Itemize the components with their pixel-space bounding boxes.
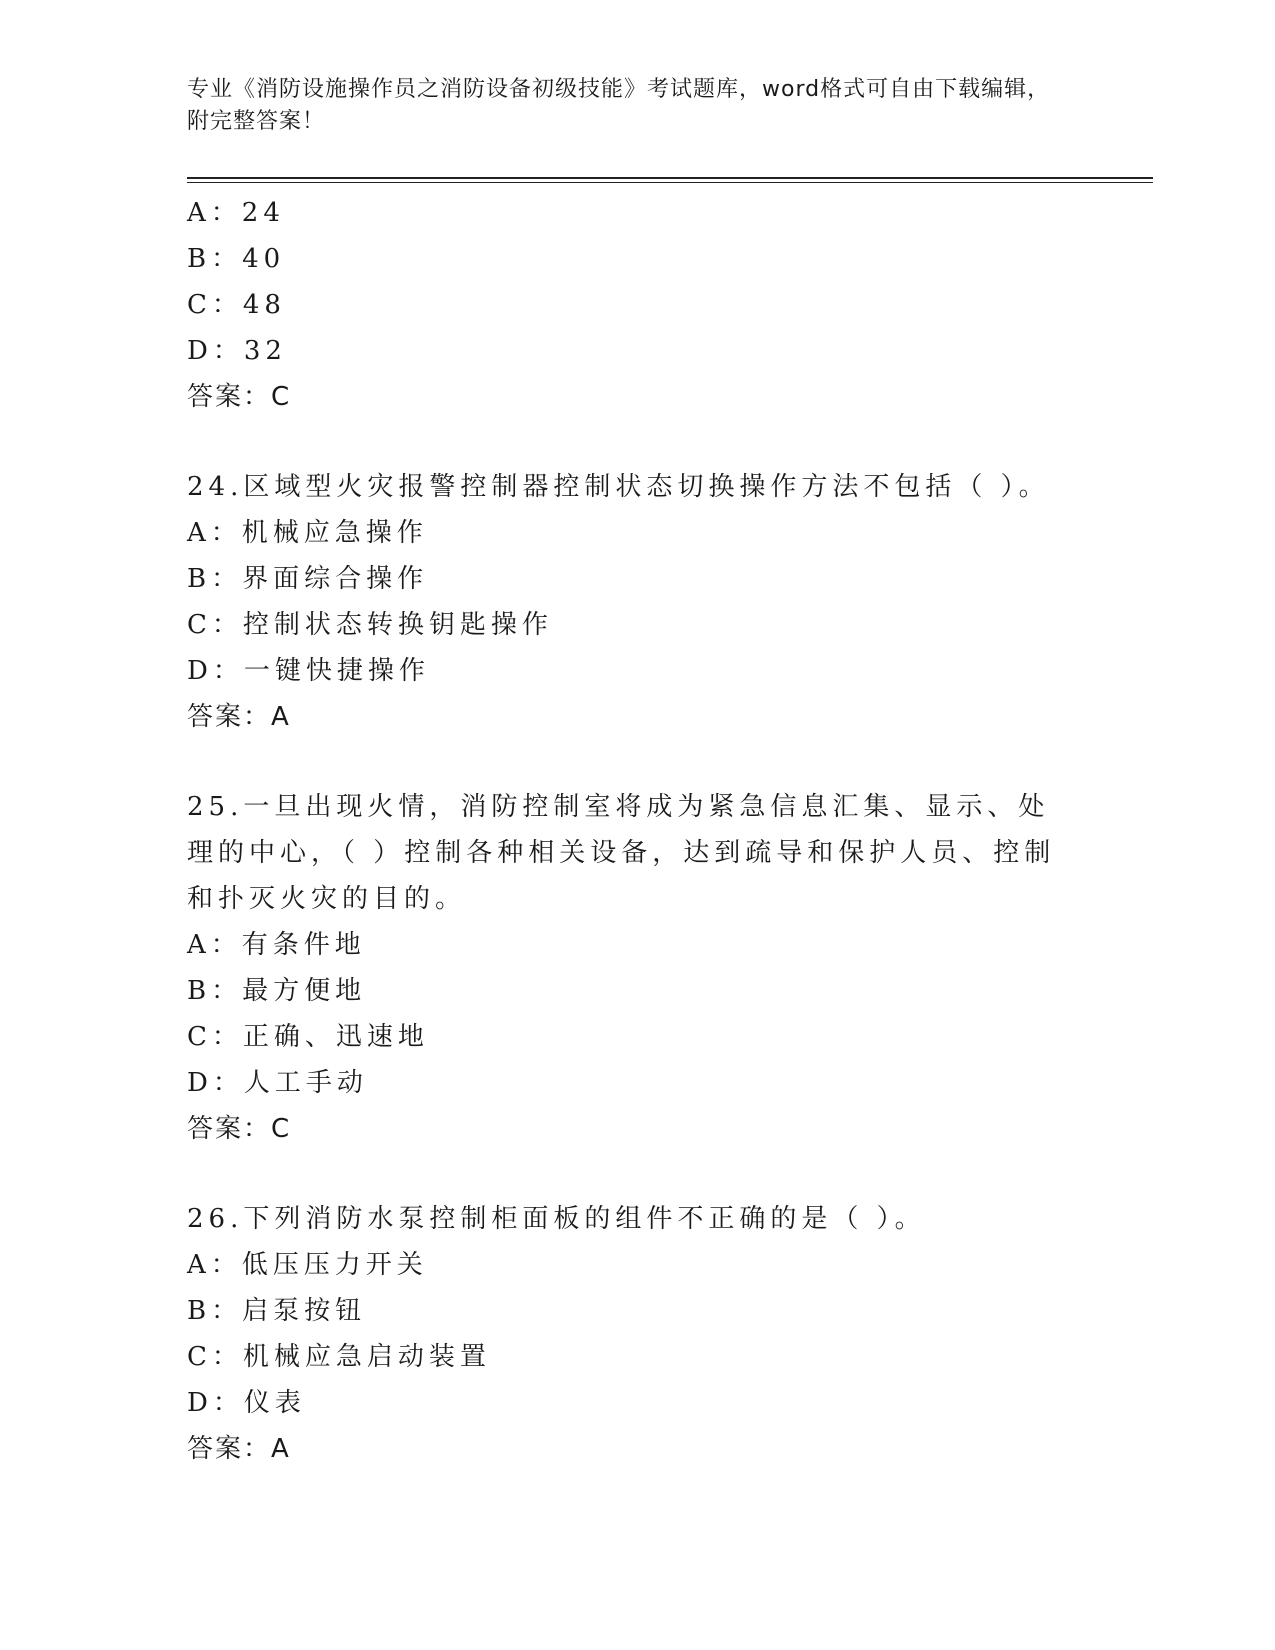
option-d: D：仪表	[187, 1388, 306, 1418]
option-c: C：48	[187, 290, 286, 320]
option-c: C：控制状态转换钥匙操作	[187, 610, 553, 640]
question-block-23	[187, 190, 1087, 420]
option-a: A：低压压力开关	[187, 1250, 428, 1280]
document-header: 专业《消防设施操作员之消防设备初级技能》考试题库，word格式可自由下载编辑，附完整答案！	[187, 77, 1051, 134]
option-b: B：界面综合操作	[187, 564, 429, 594]
question-text: 25.一旦出现火情，消防控制室将成为紧急信息汇集、显示、处理的中心，（ ）控制各种相关设备，达到疏导和保护人员、控制和扑灭火灾的目的。	[187, 792, 1056, 914]
option-d: D：32	[187, 336, 287, 366]
answer-line: 答案：A	[187, 702, 291, 732]
question-block-24	[187, 464, 1087, 740]
answer-line: 答案：C	[187, 1114, 292, 1144]
option-c: C：机械应急启动装置	[187, 1342, 491, 1372]
answer-line: 答案：A	[187, 1434, 291, 1464]
question-block-25	[187, 784, 1087, 1152]
question-list	[187, 190, 1087, 1472]
question-block-26	[187, 1196, 1087, 1472]
option-d: D：人工手动	[187, 1068, 368, 1098]
option-a: A：有条件地	[187, 930, 366, 960]
option-b: B：最方便地	[187, 976, 367, 1006]
question-text: 24.区域型火灾报警控制器控制状态切换操作方法不包括（ ）。	[187, 472, 1050, 502]
question-text: 26.下列消防水泵控制柜面板的组件不正确的是（ ）。	[187, 1204, 926, 1234]
answer-line: 答案：C	[187, 382, 292, 412]
option-a: A：机械应急操作	[187, 518, 428, 548]
option-c: C：正确、迅速地	[187, 1022, 429, 1052]
option-a: A：24	[187, 198, 285, 228]
option-b: B：40	[187, 244, 286, 274]
header-divider-bottom	[187, 182, 1153, 183]
option-b: B：启泵按钮	[187, 1296, 367, 1326]
option-d: D：一键快捷操作	[187, 656, 430, 686]
header-divider-top	[187, 177, 1153, 179]
